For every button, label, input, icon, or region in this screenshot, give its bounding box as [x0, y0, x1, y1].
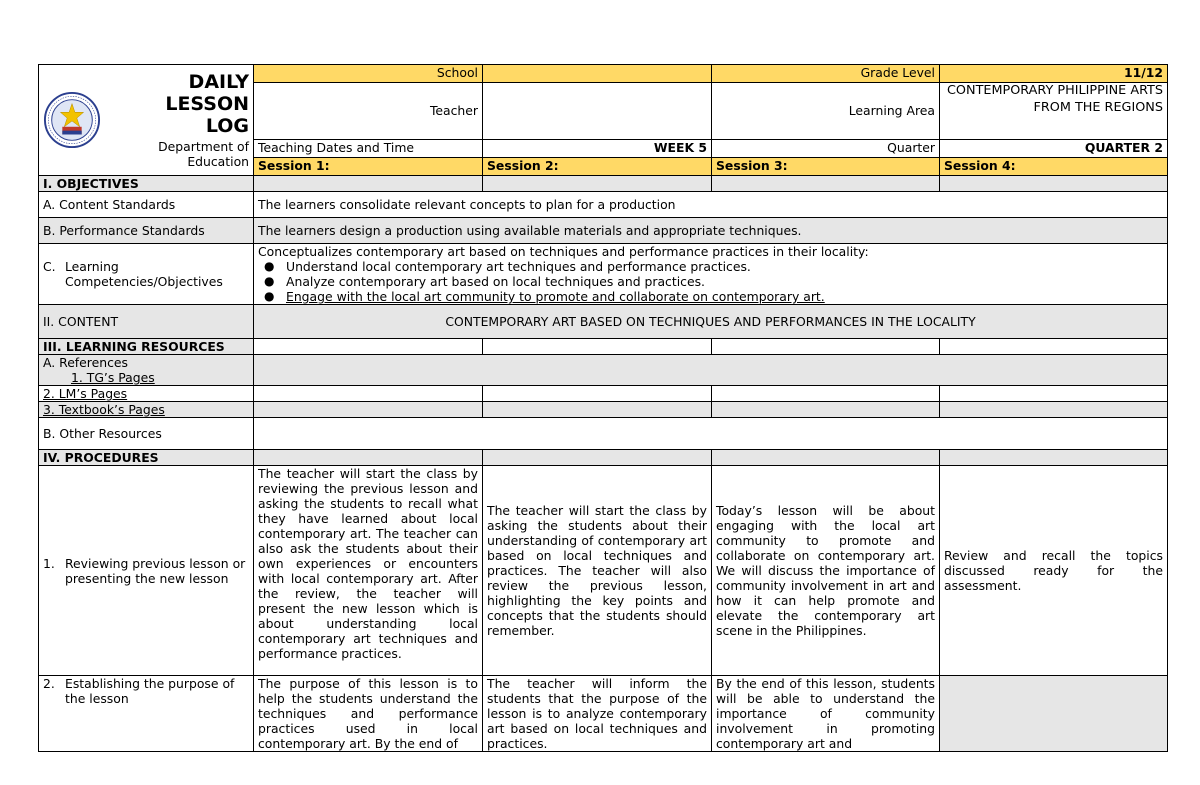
school-label: School	[254, 65, 483, 83]
competency-list	[258, 259, 1163, 304]
learning-competencies-label: Learning Competencies/Objectives	[65, 259, 223, 289]
textbook-s3	[712, 402, 940, 418]
establishing-purpose-session-4	[940, 676, 1168, 752]
lesson-log-table	[38, 64, 1168, 752]
teacher-value[interactable]	[483, 83, 712, 140]
textbook-pages-label: 3. Textbook’s Pages	[39, 402, 254, 418]
competency-item: ● Understand local contemporary art techniques and performance practices.	[286, 259, 1163, 274]
objectives-s1	[254, 176, 483, 192]
lm-pages-label: 2. LM’s Pages	[39, 386, 254, 402]
lm-s3	[712, 386, 940, 402]
establishing-purpose-session-1: The purpose of this lesson is to help the students understand the techniques and performance practices used in local contemporary art. By the end of	[254, 676, 483, 752]
resources-s1	[254, 339, 483, 355]
objectives-s4	[940, 176, 1168, 192]
lm-s2	[483, 386, 712, 402]
department-name: Department of Education	[158, 139, 249, 169]
objectives-s2	[483, 176, 712, 192]
tg-pages-label: 1. TG’s Pages	[71, 370, 155, 385]
session-2-header: Session 2:	[483, 157, 712, 175]
lm-s4	[940, 386, 1168, 402]
procedures-s1	[254, 450, 483, 466]
procedures-s3	[712, 450, 940, 466]
resources-s2	[483, 339, 712, 355]
competency-item: ● Engage with the local art community to promote and collaborate on contemporary art.	[286, 289, 1163, 304]
reviewing-lesson-session-3: Today’s lesson will be about engaging with the local art community to promote and collaborate on contemporary art. We will discuss the importance of community involvement in art and how it can help promote and elevate the contemporary art scene in the Philippines.	[712, 466, 940, 676]
learning-area-label: Learning Area	[712, 83, 940, 140]
textbook-s2	[483, 402, 712, 418]
procedures-s4	[940, 450, 1168, 466]
reviewing-lesson-label: Reviewing previous lesson or presenting the new lesson	[65, 555, 246, 586]
resources-s4	[940, 339, 1168, 355]
content-standards-label: A. Content Standards	[39, 192, 254, 218]
reviewing-lesson-session-4: Review and recall the topics discussed ready for the assessment.	[940, 466, 1168, 676]
textbook-s1	[254, 402, 483, 418]
resources-s3	[712, 339, 940, 355]
teaching-dates-value: WEEK 5	[483, 139, 712, 157]
teacher-label: Teacher	[254, 83, 483, 140]
learning-competencies-intro: Conceptualizes contemporary art based on techniques and performance practices in their locality:	[258, 244, 869, 259]
objectives-heading: I. OBJECTIVES	[39, 176, 254, 192]
learning-resources-heading: III. LEARNING RESOURCES	[39, 339, 254, 355]
lm-s1	[254, 386, 483, 402]
learning-competencies-cell	[254, 244, 1168, 305]
learning-competencies-label-cell	[39, 244, 254, 305]
title-line1: DAILY LESSON	[165, 71, 249, 115]
textbook-s4	[940, 402, 1168, 418]
session-3-header: Session 3:	[712, 157, 940, 175]
references-value	[254, 355, 1168, 386]
school-value[interactable]	[483, 65, 712, 83]
title-line2: LOG	[205, 115, 249, 137]
deped-seal-icon	[43, 91, 101, 149]
other-resources-label: B. Other Resources	[39, 418, 254, 450]
teaching-dates-label: Teaching Dates and Time	[254, 139, 483, 157]
procedures-s2	[483, 450, 712, 466]
session-4-header: Session 4:	[940, 157, 1168, 175]
objectives-s3	[712, 176, 940, 192]
grade-level-value: 11/12	[940, 65, 1168, 83]
learning-competencies-num: C.	[43, 259, 56, 274]
establishing-purpose-session-2: The teacher will inform the students that the purpose of the lesson is to analyze contemporary art based on local techniques and practices.	[483, 676, 712, 752]
header-logo-cell	[39, 65, 254, 176]
reviewing-lesson-session-1: The teacher will start the class by reviewing the previous lesson and asking the students to recall what they have learned about local contemporary art. The teacher can also ask the students about their own experiences or encounters with local contemporary art. After the review, the teacher will present the new lesson which is about understanding local contemporary art techniques and performance practices.	[254, 466, 483, 676]
references-label-cell	[39, 355, 254, 386]
reviewing-lesson-label-cell	[39, 466, 254, 676]
grade-level-label: Grade Level	[712, 65, 940, 83]
learning-area-value: CONTEMPORARY PHILIPPINE ARTS FROM THE REGIONS	[940, 83, 1168, 140]
establishing-purpose-label-cell	[39, 676, 254, 752]
reviewing-lesson-session-2: The teacher will start the class by asking the students about their understanding of contemporary art based on local techniques and practices. The teacher will also review the previous lesson, highlighting the key points and concepts that the students should remember.	[483, 466, 712, 676]
establishing-purpose-label: Establishing the purpose of the lesson	[65, 676, 235, 706]
performance-standards-label: B. Performance Standards	[39, 218, 254, 244]
session-1-header: Session 1:	[254, 157, 483, 175]
quarter-value: QUARTER 2	[940, 139, 1168, 157]
reviewing-lesson-num: 1.	[43, 555, 55, 571]
content-standards-text: The learners consolidate relevant concepts to plan for a production	[254, 192, 1168, 218]
performance-standards-text: The learners design a production using available materials and appropriate techniques.	[254, 218, 1168, 244]
procedures-heading: IV. PROCEDURES	[39, 450, 254, 466]
establishing-purpose-session-3: By the end of this lesson, students will be able to understand the importance of community involvement in promoting contemporary art and	[712, 676, 940, 752]
content-heading: II. CONTENT	[39, 305, 254, 339]
content-text: CONTEMPORARY ART BASED ON TECHNIQUES AND PERFORMANCES IN THE LOCALITY	[254, 305, 1168, 339]
establishing-purpose-num: 2.	[43, 676, 55, 691]
daily-lesson-log-sheet	[38, 64, 1167, 751]
other-resources-value	[254, 418, 1168, 450]
competency-item: ● Analyze contemporary art based on local techniques and practices.	[286, 274, 1163, 289]
quarter-label: Quarter	[712, 139, 940, 157]
references-label: A. References	[43, 355, 128, 370]
